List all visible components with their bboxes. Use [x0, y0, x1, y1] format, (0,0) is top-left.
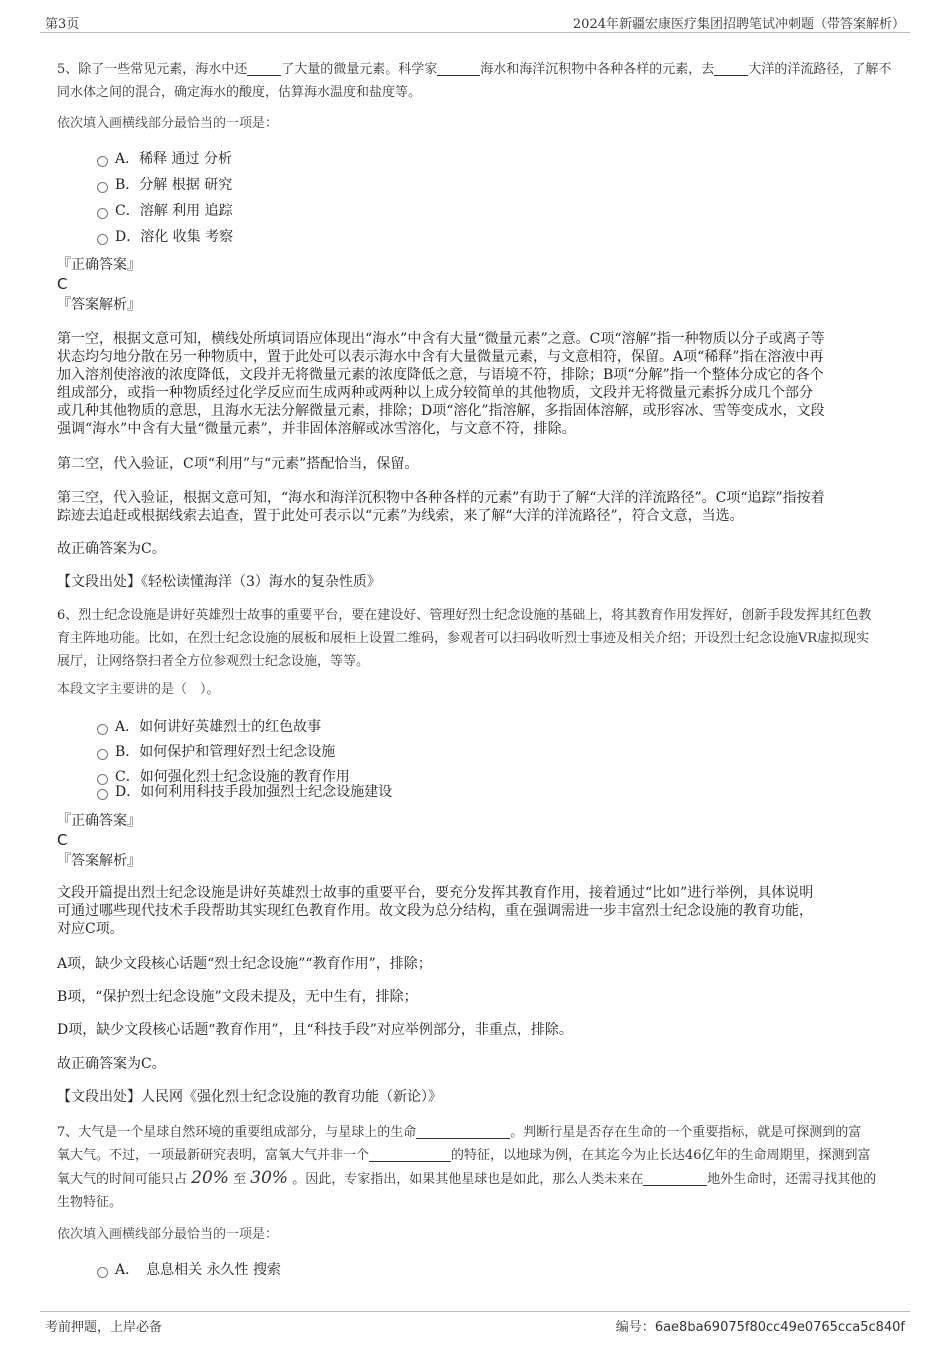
q6-analysis-para-4: D项，缺少文段核心话题“教育作用”，且“科技手段”对应举例部分，非重点，排除。	[57, 1022, 573, 1038]
page-footer	[40, 1311, 910, 1338]
q7-option-a[interactable]: A． 息息相关 永久性 搜索	[97, 1260, 281, 1280]
q6-option-b[interactable]: B．如何保护和管理好烈士纪念设施	[97, 742, 335, 762]
radio-icon[interactable]	[97, 208, 108, 219]
q6-analysis-para-3: B项，“保护烈士纪念设施”文段未提及，无中生有，排除；	[57, 989, 418, 1005]
blank-3	[643, 1171, 707, 1186]
radio-icon[interactable]	[97, 724, 108, 735]
blank-1	[247, 61, 281, 76]
q6-analysis-para-1: 文段开篇提出烈士纪念设施是讲好英雄烈士故事的重要平台，要充分发挥其教育作用，接着通过“比如”进行举例，具体说明 可通过哪些现代技术手段帮助其实现红色教育作用。故文段为总分结构，重在强调需进一步丰富烈士纪念设施的教育功能， 对应C项。	[57, 885, 814, 937]
q6-analysis-title: 『答案解析』	[57, 853, 141, 869]
q6-option-d[interactable]: D．如何利用科技手段加强烈士纪念设施建设	[97, 782, 392, 802]
blank-2	[369, 1147, 451, 1162]
q6-option-c[interactable]: C．如何强化烈士纪念设施的教育作用	[97, 767, 350, 787]
radio-icon[interactable]	[97, 156, 108, 167]
q5-option-d[interactable]: D．溶化 收集 考察	[97, 227, 233, 247]
q6-analysis-para-5: 故正确答案为C。	[57, 1056, 166, 1072]
radio-icon[interactable]	[97, 749, 108, 760]
page-header	[40, 10, 910, 33]
q6-answer: C	[57, 831, 68, 849]
question-6-stem: 6、烈士纪念设施是讲好英雄烈士故事的重要平台，要在建设好、管理好烈士纪念设施的基础上，将其教育作用发挥好，创新手段发挥其红色教 育主阵地功能。比如，在烈士纪念设施的展板和展柜上设置二维码，参观者可以扫码收听烈士事迹及相关介绍；开设烈士纪念设施VR虚拟现实 展厅，让网络祭扫者全方位参观烈士纪念设施，等等。	[57, 608, 872, 669]
document-id: 编号：6ae8ba69075f80cc49e0765cca5c840f	[615, 1320, 905, 1335]
q6-answer-title: 『正确答案』	[57, 813, 141, 829]
blank-1	[416, 1124, 510, 1139]
q5-analysis-para-1: 第一空，根据文意可知，横线处所填词语应体现出“海水”中含有大量“微量元素”之意。C项“溶解”指一种物质以分子或离子等 状态均匀地分散在另一种物质中，置于此处可以表示海水中含有大量微量元素，与文意相符，保留。A项“稀释”指在溶液中再 加入溶剂使溶液的浓度降低，文段并无将微量元素的浓度降低之意，与语境不符，排除；B项“分解”指一个整体分成它的各个 组成部分，或指一种物质经过化学反应而生成两种或两种以上成分较简单的其他物质，文段并无将微量元素拆分成几个部分 或几种其他物质的意思，且海水无法分解微量元素，排除；D项“溶化”指溶解，多指固体溶解，或形容冰、雪等变成水，文段 强调“海水”中含有大量“微量元素”，并非固体溶解或冰雪溶化，与文意不符，排除。	[57, 331, 825, 437]
q6-source: 【文段出处】人民网《强化烈士纪念设施的教育功能（新论）》	[57, 1089, 442, 1105]
radio-icon[interactable]	[97, 234, 108, 245]
radio-icon[interactable]	[97, 182, 108, 193]
footer-slogan: 考前押题，上岸必备	[45, 1320, 163, 1335]
q5-option-a[interactable]: A．稀释 通过 分析	[97, 149, 232, 169]
q5-analysis-para-2: 第二空，代入验证，C项“利用”与“元素”搭配恰当，保留。	[57, 456, 419, 472]
radio-icon[interactable]	[97, 789, 108, 800]
document-title: 2024年新疆宏康医疗集团招聘笔试冲刺题（带答案解析）	[572, 17, 905, 32]
question-5-stem: 5、除了一些常见元素，海水中还 了大量的微量元素。科学家 海水和海洋沉积物中各种各样的元素，去 大洋的洋流路径，了解不 同水体之间的混合，确定海水的酸度，估算海水温度和盐度等。	[57, 62, 892, 100]
question-5-prompt: 依次填入画横线部分最恰当的一项是：	[57, 116, 279, 131]
blank-3	[714, 61, 748, 76]
percent-low: 20%	[191, 1168, 229, 1188]
blank-2	[437, 61, 480, 76]
question-7-prompt: 依次填入画横线部分最恰当的一项是：	[57, 1227, 279, 1242]
question-6-prompt: 本段文字主要讲的是（ ）。	[57, 682, 220, 697]
q5-analysis-title: 『答案解析』	[57, 297, 141, 313]
q6-analysis-para-2: A项，缺少文段核心话题“烈士纪念设施”“教育作用”，排除；	[57, 956, 432, 972]
q5-option-b[interactable]: B．分解 根据 研究	[97, 175, 232, 195]
page-number: 第3页	[45, 17, 80, 32]
q6-option-a[interactable]: A．如何讲好英雄烈士的红色故事	[97, 717, 321, 737]
q5-option-c[interactable]: C．溶解 利用 追踪	[97, 201, 233, 221]
q5-answer-title: 『正确答案』	[57, 257, 141, 273]
radio-icon[interactable]	[97, 1267, 108, 1278]
q5-analysis-para-3: 第三空，代入验证，根据文意可知，“海水和海洋沉积物中各种各样的元素”有助于了解“大洋的洋流路径”。C项“追踪”指按着 踪迹去追赶或根据线索去追查，置于此处可表示以“元素”为线索，来了解“大洋的洋流路径”，符合文意，当选。	[57, 490, 825, 524]
percent-high: 30%	[250, 1168, 289, 1188]
q5-source: 【文段出处】《轻松读懂海洋（3）海水的复杂性质》	[57, 574, 381, 590]
q5-answer: C	[57, 275, 68, 293]
question-7-stem: 7、大气是一个星球自然环境的重要组成部分，与星球上的生命 。判断行星是否存在生命的一个重要指标，就是可探测到的富 氧大气。不过，一项最新研究表明，富氧大气并非一个 的特征，以地球为例，在其迄今为止长达46亿年的生命周期里，探测到富 氧大气的时间可能只占 20% 至 30% 。因此，专家指出，如果其他星球也是如此，那么人类未来在 地外生命时，还需寻找其他的 生物特征。	[57, 1125, 877, 1210]
q5-analysis-para-4: 故正确答案为C。	[57, 541, 166, 557]
